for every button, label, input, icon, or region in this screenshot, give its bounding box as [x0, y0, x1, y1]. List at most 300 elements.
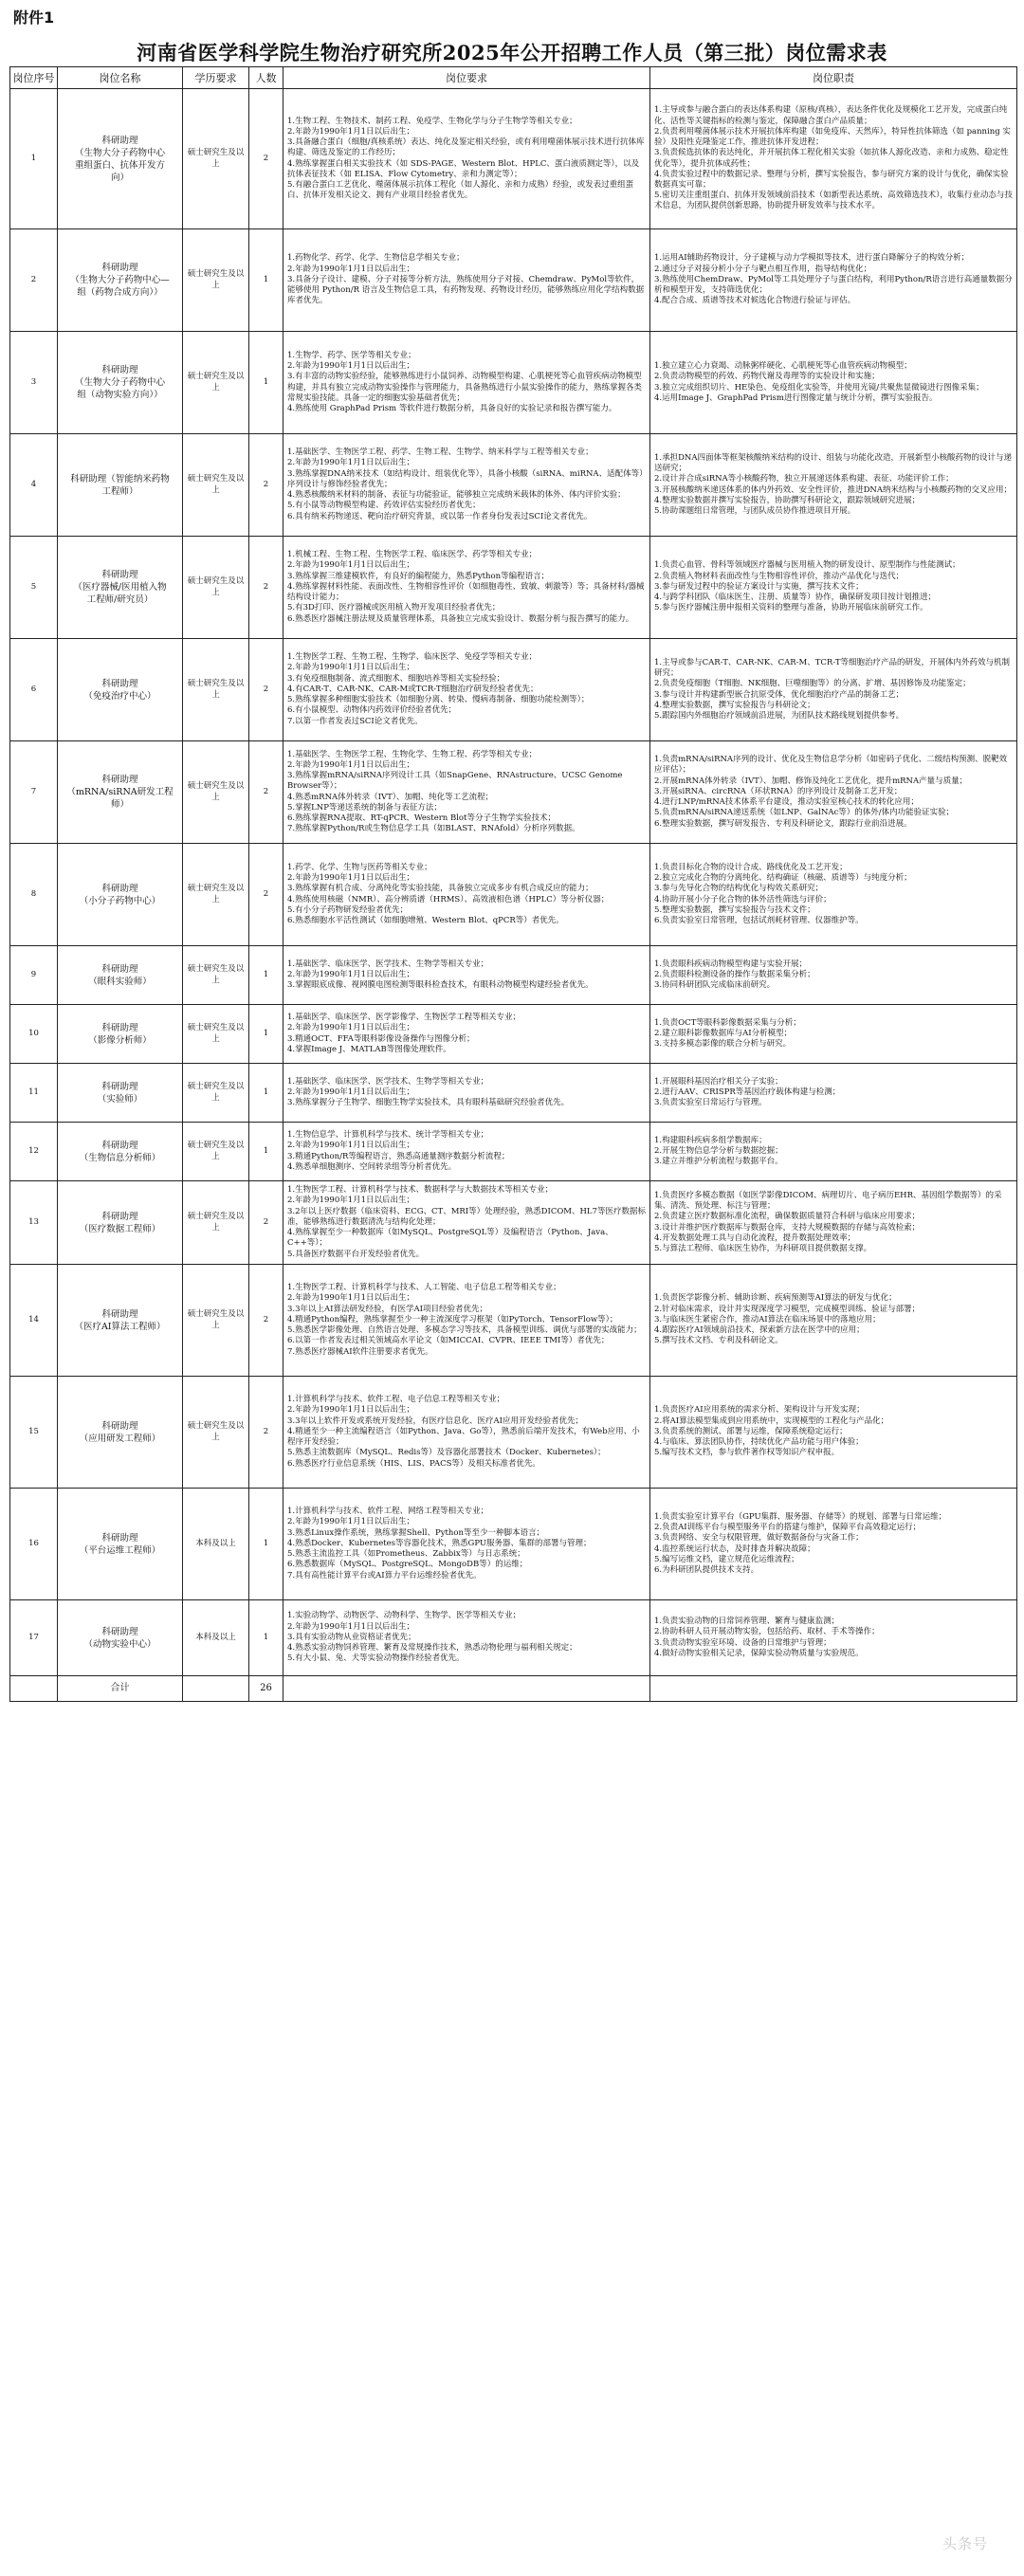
- cell-position-name: [58, 332, 183, 434]
- duty-line: 1.负责mRNA/siRNA序列的设计、优化及生物信息学分析（如密码子优化、二级结构预测、脱靶效应评估）；: [654, 755, 1008, 776]
- requirement-line: 5.具备医疗数据平台开发经验者优先。: [287, 1249, 425, 1259]
- requirement-line: 3.有免疫细胞制备、流式细胞术、细胞培养等相关实验经验；: [287, 673, 505, 684]
- cell-no: 11: [10, 1064, 58, 1123]
- position-name-line: 科研助理: [101, 775, 138, 785]
- position-name-line: 科研助理: [101, 1211, 138, 1222]
- requirement-line: 4.精通至少一种主流编程语言（如Python、Java、Go等），熟悉前后端开发技术，有Web应用、小程序开发经验；: [287, 1426, 640, 1448]
- total-row: [10, 1676, 1017, 1702]
- requirement-line: 6.熟练掌握RNA提取、RT-qPCR、Western Blot等分子生物学实验技术；: [287, 813, 556, 823]
- cell-count: 2: [249, 741, 283, 844]
- position-name-line: （影像分析师）: [88, 1034, 152, 1046]
- duty-line: 3.负责网络、安全与权限管理，做好数据备份与灾备工作；: [654, 1533, 864, 1544]
- cell-requirements: [283, 332, 650, 434]
- duty-line: 6.整理实验数据，撰写研发报告、专利及科研论文，跟踪行业前沿进展。: [654, 818, 912, 829]
- cell-duties: [650, 1600, 1017, 1676]
- cell-no: 6: [10, 639, 58, 741]
- header-no: 岗位序号: [10, 67, 58, 89]
- cell-requirements: [283, 537, 650, 639]
- cell-position-name: [58, 639, 183, 741]
- cell-no: 1: [10, 89, 58, 229]
- position-name-line: 科研助理: [101, 263, 138, 273]
- requirement-line: 3.有丰富的动物实验经验，能够熟练进行小鼠饲养、动物模型构建、心肌梗死等心血管疾病动物模型构建，并具有独立完成动物实验操作与管理能力，具备熟练进行小鼠实验操作的能力，熟练掌握各类常规实验技能。具备一定的细胞实验基础者优先；: [287, 372, 643, 403]
- duty-line: 1.主导或参与融合蛋白的表达体系构建（原核/真核），表达条件优化及规模化工艺开发，完成蛋白纯化、活性等关键指标的检测与鉴定，保障融合蛋白产品质量；: [654, 105, 1008, 126]
- cell-duties: [650, 1377, 1017, 1489]
- duty-line: 1.负责心血管、骨科等领域医疗器械与医用植入物的研发设计、原型制作与性能测试；: [654, 560, 960, 571]
- requirement-line: 6.熟悉数据库（MySQL、PostgreSQL、MongoDB等）的运维；: [287, 1560, 528, 1570]
- requirement-line: 6.熟悉医疗行业信息系统（HIS、LIS、PACS等）及相关标准者优先。: [287, 1458, 540, 1469]
- duty-line: 2.开展生物信息学分析与数据挖掘；: [654, 1145, 783, 1156]
- requirement-line: 4.熟练掌握蛋白相关实验技术（如 SDS-PAGE、Western Blot、HPLC、蛋白液质测定等），以及抗体表征技术（如 ELISA、Flow Cytometry、亲和力测定等）；: [287, 158, 640, 179]
- requirement-line: 1.生物医学工程、计算机科学与技术、人工智能、电子信息工程等相关专业；: [287, 1283, 561, 1293]
- duty-line: 4.与临床、算法团队协作，持续优化产品功能与用户体验；: [654, 1437, 864, 1448]
- cell-position-name: [58, 1265, 183, 1377]
- duty-line: 5.负责mRNA/siRNA递送系统（如LNP、GalNAc等）的体外/体内功能验证实验；: [654, 808, 955, 818]
- duty-line: 4.开发数据处理工具与自动化流程，提升数据处理效率；: [654, 1233, 856, 1243]
- cell-education: 硕士研究生及以上: [183, 332, 249, 434]
- requirement-line: 1.生物信息学、计算机科学与技术、统计学等相关专业；: [287, 1130, 489, 1141]
- position-name-line: 工程师/研究员）: [86, 594, 154, 605]
- cell-count: 2: [249, 434, 283, 537]
- cell-education: 硕士研究生及以上: [183, 1181, 249, 1265]
- cell-no: 3: [10, 332, 58, 434]
- position-name-line: 科研助理: [101, 365, 138, 375]
- total-blank-2: [183, 1676, 249, 1702]
- requirement-line: 3.2年以上医疗数据（临床资料、ECG、CT、MRI等）处理经验，熟悉DICOM、HL7等医疗数据标准，能够熟练进行数据清洗与结构化处理；: [287, 1206, 646, 1227]
- requirement-line: 1.计算机科学与技术、软件工程、网络工程等相关专业；: [287, 1507, 489, 1517]
- requirement-line: 4.熟悉实验动物饲养管理、繁育及常规操作技术，熟悉动物伦理与福利相关规定；: [287, 1643, 577, 1653]
- requirement-line: 1.实验动物学、动物医学、动物科学、生物学、医学等相关专业；: [287, 1611, 521, 1621]
- duty-line: 3.参与研发过程中的验证方案设计与实施，撰写技术文件；: [654, 581, 864, 592]
- cell-count: 2: [249, 639, 283, 741]
- cell-count: 1: [249, 1600, 283, 1676]
- table-row: [10, 946, 1017, 1005]
- requirement-line: 3.具有实验动物从业资格证者优先；: [287, 1632, 416, 1642]
- cell-education: 硕士研究生及以上: [183, 1005, 249, 1064]
- requirement-line: 2.年龄为1990年1月1日以后出生；: [287, 759, 415, 770]
- duty-line: 3.参与先导化合物的结构优化与构效关系研究；: [654, 884, 824, 894]
- position-name-line: 科研助理: [101, 135, 138, 146]
- requirement-line: 3.精通Python/R等编程语言，熟悉高通量测序数据分析流程；: [287, 1151, 510, 1161]
- duty-line: 2.负责利用噬菌体展示技术开展抗体库构建（如免疫库、天然库），特异性抗体筛选（如 panning 实验）及阳性克隆鉴定工作，推进抗体开发进程；: [654, 126, 1011, 148]
- cell-duties: [650, 1265, 1017, 1377]
- requirement-line: 5.有3D打印、医疗器械或医用植入物开发项目经验者优先；: [287, 603, 501, 613]
- requirement-line: 2.年龄为1990年1月1日以后出生；: [287, 1293, 415, 1304]
- cell-duties: [650, 229, 1017, 332]
- requirement-line: 1.基础医学、临床医学、医学技术、生物学等相关专业；: [287, 959, 489, 969]
- duty-line: 3.负责动物实验室环境、设备的日常维护与管理；: [654, 1637, 832, 1648]
- requirement-line: 5.熟悉主流数据库（MySQL、Redis等）及容器化部署技术（Docker、Kubernetes）；: [287, 1448, 606, 1458]
- requirement-line: 3.熟悉Linux操作系统，熟练掌握Shell、Python等至少一种脚本语言；: [287, 1527, 544, 1538]
- requirement-line: 6.有小鼠模型、动物体内药效评价经验者优先；: [287, 705, 457, 716]
- duty-line: 4.协助开展小分子化合物的体外活性筛选与评价；: [654, 894, 832, 904]
- requirement-line: 3.掌握眼底成像、视网膜电图检测等眼科检查技术，有眼科动物模型构建经验者优先。: [287, 980, 594, 991]
- duty-line: 2.通过分子对接分析小分子与靶点相互作用，指导结构优化；: [654, 264, 872, 274]
- table-header-row: [10, 67, 1017, 89]
- cell-duties: [650, 537, 1017, 639]
- requirement-line: 3.熟练掌握mRNA/siRNA序列设计工具（如SnapGene、RNAstructure、UCSC Genome Browser等）；: [287, 771, 623, 792]
- requirement-line: 3.熟练掌握三维建模软件，有良好的编程能力，熟悉Python等编程语言；: [287, 571, 550, 581]
- cell-duties: [650, 741, 1017, 844]
- duty-line: 3.开展siRNA、circRNA（环状RNA）的序列设计及制备工艺开发；: [654, 786, 903, 796]
- duty-line: 1.负责眼科疾病动物模型构建与实验开展；: [654, 959, 808, 969]
- cell-position-name: [58, 1377, 183, 1489]
- table-row: [10, 229, 1017, 332]
- duty-line: 1.负责医疗多模态数据（如医学影像DICOM、病理切片、电子病历EHR、基因组学数据等）的采集、清洗、预处理、标注与管理；: [654, 1190, 1002, 1212]
- cell-requirements: [283, 1600, 650, 1676]
- requirement-line: 2.年龄为1990年1月1日以后出生；: [287, 1405, 415, 1416]
- requirement-line: 1.机械工程、生物工程、生物医学工程、临床医学、药学等相关专业；: [287, 550, 538, 560]
- cell-position-name: [58, 537, 183, 639]
- requirement-line: 5.熟练掌握多种细胞实验技术（如细胞分离、转染、慢病毒制备、细胞功能检测等）；: [287, 695, 590, 705]
- attachment-label: 附件1: [13, 9, 55, 27]
- duty-line: 1.负责医学影像分析、辅助诊断、疾病预测等AI算法的研发与优化；: [654, 1293, 897, 1304]
- cell-count: 2: [249, 537, 283, 639]
- duty-line: 3.支持多模态影像的联合分析与研究。: [654, 1039, 792, 1050]
- header-name: 岗位名称: [58, 67, 183, 89]
- duty-line: 2.建立眼科影像数据库与AI分析模型；: [654, 1028, 793, 1038]
- position-name-line: 科研助理: [101, 1308, 138, 1320]
- duty-line: 5.与算法工程师、临床医生协作，为科研项目提供数据支撑。: [654, 1243, 872, 1253]
- duty-line: 3.负责候选抗体的表达纯化，并开展抗体工程化相关实验（如抗体人源化改造、亲和力成熟、稳定性优化等），提升抗体成药性；: [654, 148, 1009, 169]
- requirement-line: 4.熟练掌握至少一种数据库（如MySQL、PostgreSQL等）及编程语言（Python、Java、C++等）；: [287, 1228, 613, 1249]
- position-name-line: （生物大分子药物中心—: [70, 275, 170, 285]
- duty-line: 1.开展眼科基因治疗相关分子实验；: [654, 1076, 783, 1087]
- cell-education: 硕士研究生及以上: [183, 946, 249, 1005]
- requirement-line: 2.年龄为1990年1月1日以后出生；: [287, 1087, 415, 1097]
- cell-position-name: [58, 434, 183, 537]
- duty-line: 5.跟踪国内外细胞治疗领域前沿进展，为团队技术路线规划提供参考。: [654, 710, 905, 721]
- cell-no: 7: [10, 741, 58, 844]
- table-row: [10, 844, 1017, 946]
- duty-line: 3.参与设计并构建新型嵌合抗原受体，优化细胞治疗产品的制备工艺；: [654, 689, 905, 700]
- cell-requirements: [283, 741, 650, 844]
- duty-line: 2.进行AAV、CRISPR等基因治疗载体构建与检测；: [654, 1087, 841, 1097]
- position-name-line: （应用研发工程师）: [79, 1433, 161, 1444]
- cell-count: 1: [249, 1489, 283, 1600]
- duty-line: 5.撰写技术文档、专利及科研论文。: [654, 1336, 783, 1346]
- position-name-line: 科研助理: [101, 883, 138, 894]
- duty-line: 5.参与医疗器械注册申报相关资料的整理与准备，协助开展临床前研究工作。: [654, 603, 928, 613]
- position-name-line: 科研助理: [101, 678, 138, 689]
- table-row: [10, 332, 1017, 434]
- cell-count: 1: [249, 1005, 283, 1064]
- requirement-line: 5.熟悉主流监控工具（如Prometheus、Zabbix等）与日志系统；: [287, 1549, 525, 1560]
- duty-line: 5.编写运维文档，建立规范化运维流程；: [654, 1554, 799, 1564]
- position-name-line: 科研助理: [101, 963, 138, 975]
- cell-duties: [650, 1181, 1017, 1265]
- duty-line: 1.负责实验动物的日常饲养管理、繁育与健康监测；: [654, 1617, 840, 1627]
- cell-education: 硕士研究生及以上: [183, 434, 249, 537]
- cell-education: 本科及以上: [183, 1489, 249, 1600]
- cell-no: 14: [10, 1265, 58, 1377]
- duty-line: 4.与跨学科团队（临床医生、注册、质量等）协作，确保研发项目按计划推进；: [654, 593, 937, 603]
- requirement-line: 3.熟练掌握分子生物学、细胞生物学实验技术，具有眼科基础研究经验者优先。: [287, 1098, 570, 1108]
- cell-duties: [650, 1005, 1017, 1064]
- position-name-line: 向）: [110, 172, 129, 183]
- position-name-line: 组（动物实验方向））: [77, 390, 163, 400]
- cell-duties: [650, 332, 1017, 434]
- position-name-line: 科研助理: [101, 1140, 138, 1151]
- position-name-line: （生物信息分析师）: [79, 1152, 161, 1163]
- cell-education: 硕士研究生及以上: [183, 741, 249, 844]
- position-name-line: 师）: [110, 799, 129, 810]
- requirement-line: 2.年龄为1990年1月1日以后出生；: [287, 969, 415, 979]
- cell-education: 硕士研究生及以上: [183, 1265, 249, 1377]
- cell-no: 5: [10, 537, 58, 639]
- cell-position-name: [58, 844, 183, 946]
- cell-position-name: [58, 1181, 183, 1265]
- requirement-line: 5.有小分子药物研发经验者优先；: [287, 904, 409, 915]
- duty-line: 1.主导或参与CAR-T、CAR-NK、CAR-M、TCR-T等细胞治疗产品的研发，开展体内外药效与机制研究；: [654, 657, 1011, 679]
- requirement-line: 2.年龄为1990年1月1日以后出生；: [287, 1141, 415, 1151]
- cell-requirements: [283, 1123, 650, 1181]
- cell-education: 硕士研究生及以上: [183, 537, 249, 639]
- requirement-line: 2.年龄为1990年1月1日以后出生；: [287, 663, 415, 673]
- requirement-line: 4.熟悉mRNA体外转录（IVT）、加帽、纯化等工艺流程；: [287, 792, 494, 802]
- duty-line: 2.协助科研人员开展动物实验，包括给药、取材、手术等操作；: [654, 1627, 880, 1637]
- cell-education: 硕士研究生及以上: [183, 229, 249, 332]
- requirement-line: 1.生物医学工程、计算机科学与技术、数据科学与大数据技术等相关专业；: [287, 1185, 554, 1196]
- position-name-line: （小分子药物中心）: [79, 895, 161, 906]
- header-requirements: 岗位要求: [283, 67, 650, 89]
- total-blank-4: [650, 1676, 1017, 1702]
- cell-requirements: [283, 639, 650, 741]
- table-row: [10, 434, 1017, 537]
- cell-education: 硕士研究生及以上: [183, 1377, 249, 1489]
- requirement-line: 7.熟悉医疗器械AI软件注册要求者优先。: [287, 1346, 433, 1357]
- requirement-line: 1.基础医学、临床医学、医学技术、生物学等相关专业；: [287, 1076, 489, 1087]
- duty-line: 2.独立完成化合物的分离纯化、结构确证（核磁、质谱等）与纯度分析；: [654, 873, 912, 884]
- cell-duties: [650, 1489, 1017, 1600]
- duty-line: 6.负责实验室日常管理，包括试剂耗材管理、仪器维护等。: [654, 915, 864, 925]
- cell-count: 2: [249, 844, 283, 946]
- duty-line: 4.跟踪医疗AI领域前沿技术，探索新方法在医学中的应用；: [654, 1325, 865, 1336]
- cell-requirements: [283, 1181, 650, 1265]
- duty-line: 3.建立并维护分析流程与数据平台。: [654, 1157, 783, 1167]
- position-name-line: （生物大分子药物中心: [74, 147, 165, 158]
- position-name-line: （mRNA/siRNA研发工程: [66, 787, 174, 797]
- position-name-line: 科研助理（智能纳米药物: [70, 473, 170, 484]
- duty-line: 1.负责OCT等眼科影像数据采集与分析；: [654, 1017, 801, 1028]
- position-name-line: 科研助理: [101, 1022, 138, 1033]
- cell-count: 2: [249, 1265, 283, 1377]
- total-blank-3: [283, 1676, 650, 1702]
- position-name-line: （生物大分子药物中心: [74, 377, 165, 388]
- cell-education: 硕士研究生及以上: [183, 1064, 249, 1123]
- cell-no: 16: [10, 1489, 58, 1600]
- requirement-line: 3.3年以上AI算法研发经验，有医学AI项目经验者优先；: [287, 1304, 488, 1314]
- cell-requirements: [283, 229, 650, 332]
- requirement-line: 4.熟练掌握材料性能、表面改性、生物相容性评价（如细胞毒性、致敏、刺激等）等；具备材料/器械结构设计能力；: [287, 581, 645, 603]
- duty-line: 2.针对临床需求，设计并实现深度学习模型，完成模型训练、验证与部署；: [654, 1304, 921, 1314]
- cell-no: 10: [10, 1005, 58, 1064]
- cell-education: 硕士研究生及以上: [183, 1123, 249, 1181]
- table-row: [10, 1064, 1017, 1123]
- position-name-line: （眼科实验师）: [88, 976, 152, 987]
- duty-line: 5.密切关注重组蛋白、抗体开发领域前沿技术（如新型表达系统、高效筛选技术），收集行业动态与技术信息，为团队提供创新思路，协助提升研发效率与技术水平。: [654, 191, 1013, 211]
- duty-line: 3.协同科研团队完成临床前研究。: [654, 980, 776, 991]
- cell-education: 硕士研究生及以上: [183, 844, 249, 946]
- duty-line: 2.负责建立医疗数据标准化流程，确保数据质量符合科研与临床应用要求；: [654, 1212, 921, 1222]
- cell-position-name: [58, 1489, 183, 1600]
- requirement-line: 1.基础医学、生物医学工程、药学、生物工程、生物学、纳米科学与工程等相关专业；: [287, 448, 594, 458]
- cell-duties: [650, 639, 1017, 741]
- duty-line: 3.熟练使用ChemDraw、PyMol等工具处理分子与蛋白结构，利用Python/R语言进行高通量数据分析和模型开发，支持筛选优化；: [654, 274, 1013, 296]
- total-blank: [10, 1676, 58, 1702]
- requirement-line: 1.药学、化学、生物与医药等相关专业；: [287, 862, 432, 872]
- table-body: [10, 89, 1017, 1676]
- duty-line: 4.整理实验数据并撰写实验报告，协助撰写科研论文，跟踪领域研究进展；: [654, 495, 921, 505]
- cell-position-name: [58, 229, 183, 332]
- requirement-line: 1.基础医学、临床医学、医学影像学、生物医学工程等相关专业；: [287, 1013, 521, 1023]
- position-name-line: （免疫治疗中心）: [83, 690, 156, 702]
- requirement-line: 6.具有纳米药物递送、靶向治疗研究背景，或以第一作者身份发表过SCI论文者优先。: [287, 511, 593, 521]
- requirement-line: 4.有CAR-T、CAR-NK、CAR-M或TCR-T细胞治疗研发经验者优先；: [287, 684, 539, 694]
- duty-line: 3.独立完成组织切片、HE染色、免疫组化实验等，并使用光镜/共聚焦显微镜进行图像采集；: [654, 382, 984, 393]
- cell-requirements: [283, 89, 650, 229]
- duty-line: 4.运用Image J、GraphPad Prism进行图像定量与统计分析，撰写实验报告。: [654, 393, 938, 403]
- cell-position-name: [58, 1123, 183, 1181]
- table-row: [10, 89, 1017, 229]
- duty-line: 3.负责实验室日常运行与管理。: [654, 1098, 767, 1108]
- cell-no: 17: [10, 1600, 58, 1676]
- duty-line: 3.开展核酸纳米递送体系的体内外药效、安全性评价，推进DNA纳米结构与小核酸药物的交叉应用；: [654, 484, 1013, 495]
- requirement-line: 3.熟练掌握有机合成、分离纯化等实验技能，具备独立完成多步有机合成反应的能力；: [287, 884, 594, 894]
- duty-line: 2.开展mRNA体外转录（IVT）、加帽、修饰及纯化工艺优化，提升mRNA产量与质量；: [654, 776, 968, 786]
- table-row: [10, 537, 1017, 639]
- cell-duties: [650, 946, 1017, 1005]
- cell-count: 1: [249, 332, 283, 434]
- requirement-line: 2.年龄为1990年1月1日以后出生；: [287, 873, 415, 884]
- cell-requirements: [283, 1005, 650, 1064]
- duty-line: 3.设计并维护医疗数据库与数据仓库，支持大规模数据的存储与高效检索；: [654, 1222, 921, 1233]
- cell-count: 1: [249, 229, 283, 332]
- requirement-line: 2.年龄为1990年1月1日以后出生；: [287, 361, 415, 372]
- requirement-line: 7.以第一作者发表过SCI论文者优先。: [287, 716, 423, 726]
- requirement-line: 3.3年以上软件开发或系统开发经验，有医疗信息化、医疗AI应用开发经验者优先；: [287, 1416, 584, 1426]
- table-row: [10, 639, 1017, 741]
- requirement-line: 1.生物学、药学、医学等相关专业；: [287, 350, 416, 360]
- header-duties: 岗位职责: [650, 67, 1017, 89]
- duty-line: 1.运用AI辅助药物设计，分子建模与动力学模拟等技术，进行蛋白降解分子的构效分析；: [654, 253, 970, 264]
- duty-line: 2.将AI算法模型集成到应用系统中，实现模型的工程化与产品化；: [654, 1416, 889, 1426]
- position-name-line: 组（药物合成方向））: [77, 287, 163, 298]
- cell-education: 硕士研究生及以上: [183, 639, 249, 741]
- requirement-line: 5.有大小鼠、兔、犬等实验动物操作经验者优先。: [287, 1653, 465, 1664]
- requirement-line: 4.熟悉核酸纳米材料的制备、表征与功能验证，能够独立完成纳米载体的体外、体内评价实验；: [287, 490, 626, 501]
- requirement-line: 6.熟悉细胞水平活性测试（如细胞增殖、Western Blot、qPCR等）者优先。: [287, 915, 564, 925]
- position-name-line: （实验师）: [97, 1093, 143, 1105]
- duty-line: 2.负责AI训练平台与模型服务平台的搭建与维护，保障平台高效稳定运行；: [654, 1523, 922, 1533]
- cell-position-name: [58, 1064, 183, 1123]
- requirement-line: 3.具备融合蛋白（细胞/真核系统）表达、纯化及鉴定相关经验，或有利用噬菌体展示技术进行抗体库构建、筛选及鉴定的工作经历；: [287, 137, 645, 158]
- requirement-line: 2.年龄为1990年1月1日以后出生；: [287, 1196, 415, 1206]
- cell-requirements: [283, 1265, 650, 1377]
- requirement-line: 6.熟悉医疗器械注册法规及质量管理体系，具备独立完成实验设计、数据分析与报告撰写的能力。: [287, 613, 634, 624]
- cell-no: 12: [10, 1123, 58, 1181]
- duty-line: 2.负责植入物材料表面改性与生物相容性评价，推动产品优化与迭代；: [654, 571, 905, 581]
- table-row: [10, 1600, 1017, 1676]
- requirement-line: 2.年龄为1990年1月1日以后出生；: [287, 560, 415, 571]
- requirement-line: 5.熟悉医学影像处理、自然语言处理、多模态学习等技术，具备模型训练、调优与部署的实战能力；: [287, 1325, 642, 1336]
- duty-line: 4.进行LNP/mRNA技术体系平台建设，推动实验室核心技术的转化应用；: [654, 797, 919, 808]
- cell-requirements: [283, 1377, 650, 1489]
- cell-count: 1: [249, 946, 283, 1005]
- header-count: 人数: [249, 67, 283, 89]
- duty-line: 1.承担DNA四面体等框架核酸纳米结构的设计、组装与功能化改造，开展新型小核酸药物的设计与递送研究；: [654, 452, 1013, 474]
- duty-line: 4.做好动物实验相关记录，保障实验动物质量与实验规范。: [654, 1648, 864, 1658]
- cell-no: 4: [10, 434, 58, 537]
- cell-duties: [650, 844, 1017, 946]
- requirement-line: 1.基础医学、生物医学工程、生物化学、生物工程、药学等相关专业；: [287, 749, 538, 759]
- requirement-line: 5.有融合蛋白工艺优化、噬菌体展示抗体工程化（如人源化、亲和力成熟）经验，或发表过重组蛋白、抗体开发相关论文、拥有产业项目经验者优先。: [287, 179, 634, 201]
- cell-position-name: [58, 741, 183, 844]
- table-row: [10, 1265, 1017, 1377]
- requirement-line: 1.生物工程、生物技术、制药工程、免疫学、生物化学与分子生物学等相关专业；: [287, 116, 577, 126]
- requirement-line: 1.计算机科学与技术、软件工程、电子信息工程等相关专业；: [287, 1395, 505, 1405]
- cell-position-name: [58, 89, 183, 229]
- position-name-line: 重组蛋白、抗体开发方: [74, 159, 165, 171]
- duty-line: 2.负责动物模型的药效、药物代谢及毒理等的实验设计和实施；: [654, 372, 880, 382]
- duty-line: 4.整理实验数据，撰写实验报告与科研论文；: [654, 700, 815, 710]
- requirement-line: 2.年龄为1990年1月1日以后出生；: [287, 1621, 415, 1632]
- cell-count: 2: [249, 1377, 283, 1489]
- cell-no: 8: [10, 844, 58, 946]
- table-row: [10, 1377, 1017, 1489]
- position-name-line: （医疗AI算法工程师）: [74, 1321, 166, 1332]
- duty-line: 5.整理实验数据，撰写实验报告与技术文件；: [654, 904, 815, 915]
- cell-no: 2: [10, 229, 58, 332]
- cell-duties: [650, 434, 1017, 537]
- position-name-line: （医疗数据工程师）: [79, 1223, 161, 1234]
- requirement-line: 5.有小鼠等动物模型构建、药效评估实验经历者优先；: [287, 501, 481, 511]
- duty-line: 4.负责实验过程中的数据记录、整理与分析，撰写实验报告，参与研究方案的设计与优化，确保实验数据真实可靠；: [654, 169, 1009, 190]
- requirement-line: 4.精通Python编程，熟练掌握至少一种主流深度学习框架（如PyTorch、TensorFlow等）；: [287, 1314, 618, 1325]
- requirement-line: 3.精通OCT、FFA等眼科影像设备操作与图像分析；: [287, 1033, 475, 1044]
- duty-line: 4.配合合成、质谱等技术对候选化合物进行验证与评估。: [654, 296, 856, 306]
- requirement-line: 5.掌握LNP等递送系统的制备与表征方法；: [287, 802, 442, 813]
- cell-requirements: [283, 434, 650, 537]
- requirement-line: 3.熟练掌握DNA纳米技术（如结构设计、组装优化等），具备小核酸（siRNA、miRNA、适配体等）序列设计与修饰经验者优先；: [287, 468, 644, 489]
- duty-line: 2.负责眼科检测设备的操作与数据采集分析；: [654, 969, 815, 979]
- header-edu: 学历要求: [183, 67, 249, 89]
- cell-education: 本科及以上: [183, 1600, 249, 1676]
- watermark: 头条号: [942, 2535, 988, 2552]
- position-name-line: （医疗器械/医用植入物: [73, 582, 167, 593]
- position-name-line: 工程师）: [101, 485, 138, 497]
- duty-line: 5.协助课题组日常管理，与团队成员协作推进项目开展。: [654, 505, 856, 516]
- position-name-line: 科研助理: [101, 1626, 138, 1637]
- table-row: [10, 741, 1017, 844]
- cell-no: 15: [10, 1377, 58, 1489]
- position-name-line: 科研助理: [101, 1081, 138, 1092]
- cell-requirements: [283, 1489, 650, 1600]
- duty-line: 2.负责免疫细胞（T细胞、NK细胞、巨噬细胞等）的分离、扩增、基因修饰及功能鉴定；: [654, 679, 971, 689]
- requirement-line: 2.年龄为1990年1月1日以后出生；: [287, 1023, 415, 1033]
- position-name-line: （动物实验中心）: [83, 1638, 156, 1650]
- requirement-line: 6.以第一作者发表过相关领域高水平论文（如MICCAI、CVPR、IEEE TMI等）者优先；: [287, 1336, 610, 1346]
- duty-line: 3.负责系统的测试、部署与运维，保障系统稳定运行；: [654, 1426, 848, 1436]
- position-name-line: 科研助理: [101, 1420, 138, 1432]
- table-row: [10, 1489, 1017, 1600]
- duty-line: 1.构建眼科疾病多组学数据库；: [654, 1135, 767, 1145]
- requirement-line: 3.具备分子设计、建模、分子对接等分析方法，熟练使用分子对接、Chemdraw、PyMol等软件，能够使用 Python/R 语言及生物信息工具，有药物发现、药物设计经历，能够熟练应用化学结构数据库者优先。: [287, 274, 645, 306]
- total-count: 26: [249, 1676, 283, 1702]
- requirement-line: 2.年龄为1990年1月1日以后出生；: [287, 1517, 415, 1527]
- requirement-line: 4.掌握Image J、MATLAB等图像处理软件。: [287, 1044, 451, 1054]
- requirement-line: 4.熟悉Docker、Kubernetes等容器化技术，熟悉GPU服务器、集群的部署与管理；: [287, 1538, 592, 1548]
- requirement-line: 4.熟练使用核磁（NMR）、高分辨质谱（HRMS）、高效液相色谱（HPLC）等分析仪器；: [287, 894, 610, 904]
